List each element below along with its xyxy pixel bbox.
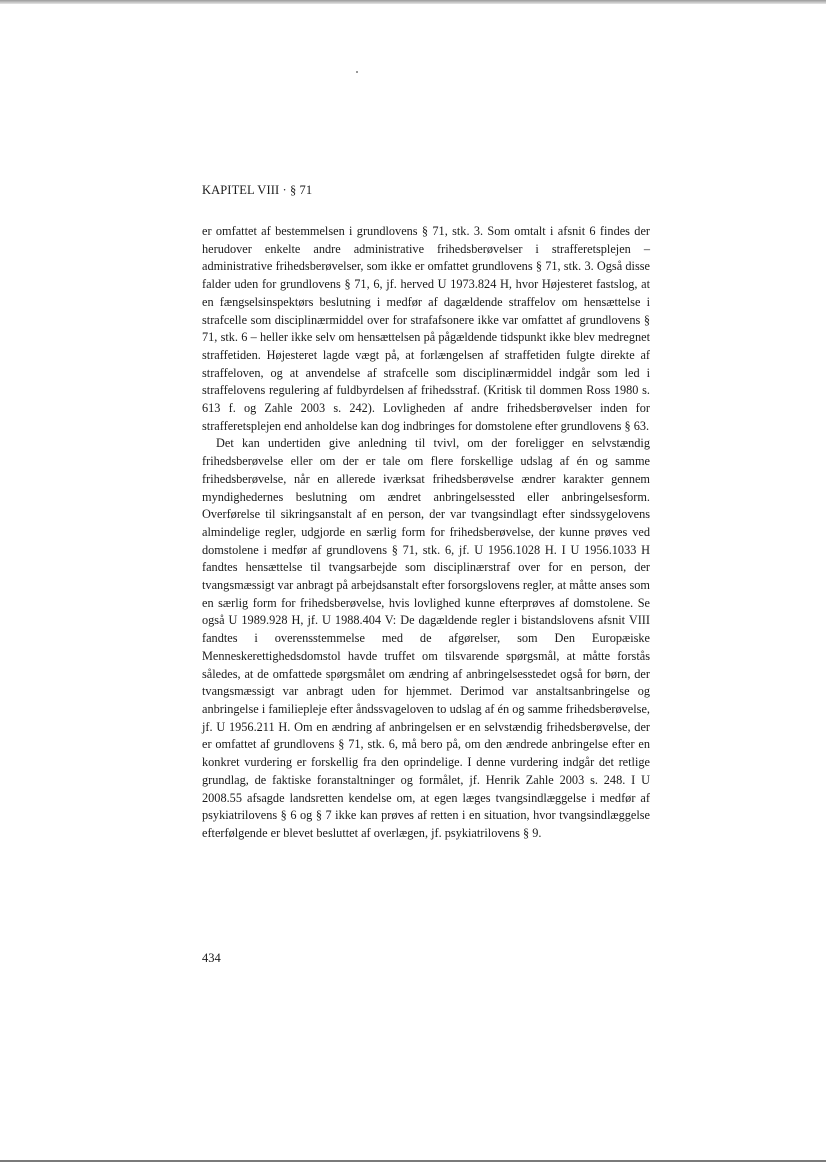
paragraph-2: Det kan undertiden give anledning til tvivl, om der foreligger en selvstændig frihedsberøvelse eller om der er tale om flere forskellige udslag af én og samme frihedsberøvelse, når en allerede iværksat frihedsberøvelse ændrer karakter gennem myndighedernes beslutning om ændret anbringelsessted eller anbringelsesform. Overførelse til sikringsanstalt af en person, der var tvangsindlagt efter sindssygelovens almindelige regler, udgjorde en særlig form for frihedsberøvelse, der kunne prøves ved domstolene i medfør af grundlovens § 71, stk. 6, jf. U 1956.1028 H. I U 1956.1033 H fandtes hensættelse til tvangsarbejde som disciplinærstraf over for en person, der tvangsmæssigt var anbragt på arbejdsanstalt efter forsorgslovens regler, at måtte anses som en særlig form for frihedsberøvelse, hvis lovlighed kunne efterprøves af domstolene. Se også U 1989.928 H, jf. U 1988.404 V: De dagældende regler i bistandslovens afsnit VIII fandtes i overensstemmelse med de afgørelser, som Den Europæiske Menneskerettighedsdomstol havde truffet om tilsvarende spørgsmål, at måtte forstås således, at de omfattede spørgsmålet om ændring af anbringelsesstedet også for børn, der tvangsmæssigt var anbragt uden for hjemmet. Derimod var anstaltsanbringelse og anbringelse i familiepleje efter åndssvageloven to udslag af én og samme frihedsberøvelse, jf. U 1956.211 H. Om en ændring af anbringelsen er en selvstændig frihedsberøvelse, der er omfattet af grundlovens § 71, stk. 6, må bero på, om den ændrede anbringelse efter en konkret vurdering er forskellig fra den oprindelige. I denne vurdering indgår det retlige grundlag, de faktiske foranstaltninger og formålet, jf. Henrik Zahle 2003 s. 248. I U 2008.55 afsagde landsretten kendelse om, at egen læges tvangsindlæggelse i medfør af psykiatrilovens § 6 og § 7 ikke kan prøves af retten i en situation, hvor tvangsindlæggelse efterfølgende er blevet besluttet af overlægen, jf. psykiatrilovens § 9.: [202, 436, 650, 840]
page-text-block: [202, 181, 650, 843]
scan-top-edge: [0, 0, 826, 4]
scan-speck: [356, 71, 358, 73]
scan-bottom-edge: [0, 1160, 826, 1162]
body-text: [202, 223, 650, 843]
running-head: KAPITEL VIII · § 71: [202, 183, 313, 197]
paragraph-1: er omfattet af bestemmelsen i grundlovens § 71, stk. 3. Som omtalt i afsnit 6 findes der herudover enkelte andre administrative frihedsberøvelser i strafferetsplejen – administrative frihedsberøvelser, som ikke er omfattet grundlovens § 71, stk. 3. Også disse falder uden for grundlovens § 71, 6, jf. herved U 1973.824 H, hvor Højesteret fastslog, at en fængselsinspektørs beslutning i medfør af dagældende straffelov om hensættelse i strafcelle som disciplinærmiddel over for strafafsonere ikke var omfattet af grundlovens § 71, stk. 6 – heller ikke selv om hensættelsen på pågældende tidspunkt ikke blev medregnet straffetiden. Højesteret lagde vægt på, at forlængelsen af straffetiden fulgte direkte af straffeloven, og at anvendelse af strafcelle som disciplinærmiddel indgår som led i straffelovens regulering af fuldbyrdelsen af frihedsstraf. (Kritisk til dommen Ross 1980 s. 613 f. og Zahle 2003 s. 242). Lovligheden af andre frihedsberøvelser inden for strafferetsplejen end anholdelse kan dog indbringes for domstolene efter grundlovens § 63.: [202, 224, 650, 433]
page-number: 434: [202, 951, 221, 965]
